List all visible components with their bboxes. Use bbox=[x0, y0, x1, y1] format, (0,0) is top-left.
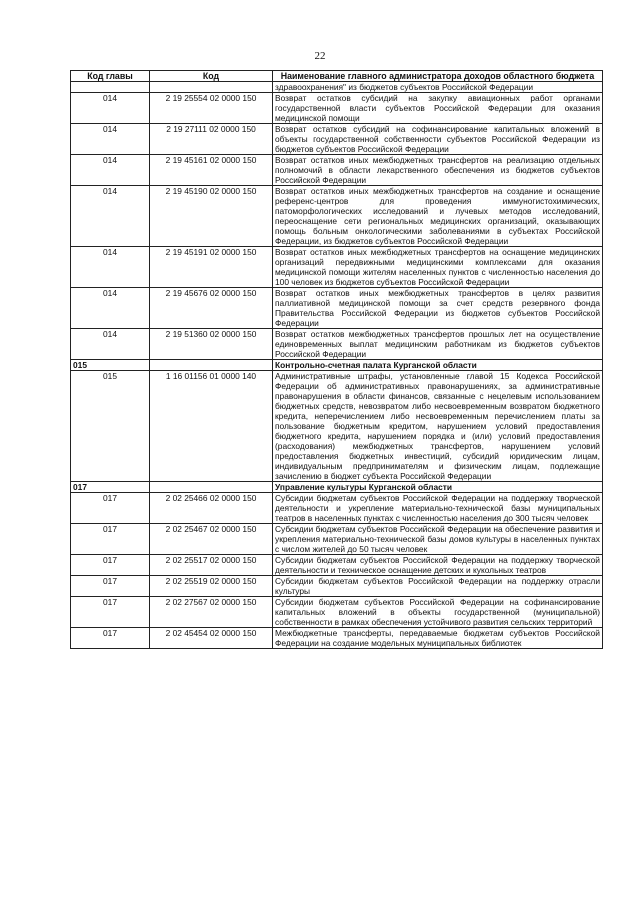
name-cell: Возврат остатков субсидий на закупку авиационных работ органами государственной власти субъектов Российской Федерации для оказания медицинской помощи bbox=[273, 93, 603, 124]
chapter-code-cell: 014 bbox=[71, 93, 150, 124]
name-cell: Административные штрафы, установленные главой 15 Кодекса Российской Федерации об административных правонарушениях, за административные правонарушения в области финансов, связанные с нецелевым использованием бюджетных средств, невозвратом либо несвоевременным возвратом бюджетного кредита, неперечислением либо несвоевременным перечислением платы за пользование бюджетным кредитом, нарушением условий предоставления бюджетного кредита, нарушением порядка и (или) условий предоставления (расходования) межбюджетных трансфертов, нарушением условий предоставления бюджетных инвестиций, субсидий юридическим лицам, индивидуальным предпринимателям и физическим лицам, подлежащие зачислению в бюджет субъекта Российской Федерации bbox=[273, 371, 603, 482]
chapter-code-cell bbox=[71, 82, 150, 93]
name-cell: Контрольно-счетная палата Курганской области bbox=[273, 360, 603, 371]
chapter-code-cell: 017 bbox=[71, 597, 150, 628]
name-cell: Возврат остатков иных межбюджетных трансфертов в целях развития паллиативной медицинской помощи за счет средств резервного фонда Правительства Российской Федерации из бюджетов субъектов Российской Федерации bbox=[273, 288, 603, 329]
name-cell: Возврат остатков межбюджетных трансфертов прошлых лет на осуществление единовременных выплат медицинским работникам из бюджетов субъектов Российской Федерации bbox=[273, 329, 603, 360]
chapter-code-cell: 014 bbox=[71, 329, 150, 360]
chapter-code-cell: 015 bbox=[71, 371, 150, 482]
chapter-code-cell: 014 bbox=[71, 288, 150, 329]
table-section-row bbox=[71, 482, 603, 493]
table-row bbox=[71, 186, 603, 247]
table-row bbox=[71, 628, 603, 649]
code-cell: 1 16 01156 01 0000 140 bbox=[150, 371, 273, 482]
table-row bbox=[71, 155, 603, 186]
table-header-row bbox=[71, 71, 603, 82]
table-row bbox=[71, 93, 603, 124]
table-row bbox=[71, 288, 603, 329]
header-code: Код bbox=[150, 71, 273, 82]
code-cell: 2 02 25519 02 0000 150 bbox=[150, 576, 273, 597]
name-cell: здравоохранения" из бюджетов субъектов Российской Федерации bbox=[273, 82, 603, 93]
code-cell: 2 19 45190 02 0000 150 bbox=[150, 186, 273, 247]
code-cell: 2 19 45676 02 0000 150 bbox=[150, 288, 273, 329]
name-cell: Возврат остатков иных межбюджетных трансфертов на создание и оснащение референс-центров для проведения иммуногистохимических, патоморфологических исследований и лучевых методов исследований, переоснащение сети региональных медицинских организаций, оказывающих помощь больным онкологическими заболеваниями в субъектах Российской Федерации, из бюджетов субъектов Российской Федерации bbox=[273, 186, 603, 247]
table-row bbox=[71, 82, 603, 93]
table-body bbox=[71, 82, 603, 649]
table-section-row bbox=[71, 360, 603, 371]
revenue-administrators-table bbox=[70, 70, 603, 649]
code-cell: 2 02 45454 02 0000 150 bbox=[150, 628, 273, 649]
name-cell: Субсидии бюджетам субъектов Российской Федерации на поддержку творческой деятельности и техническое оснащение детских и кукольных театров bbox=[273, 555, 603, 576]
table-row bbox=[71, 124, 603, 155]
name-cell: Возврат остатков субсидий на софинансирование капитальных вложений в объекты государственной собственности субъектов Российской Федерации из бюджетов субъектов Российской Федерации bbox=[273, 124, 603, 155]
header-administrator-name: Наименование главного администратора доходов областного бюджета bbox=[273, 71, 603, 82]
table-row bbox=[71, 493, 603, 524]
code-cell: 2 02 25467 02 0000 150 bbox=[150, 524, 273, 555]
code-cell bbox=[150, 360, 273, 371]
page-number: 22 bbox=[314, 50, 326, 62]
name-cell: Субсидии бюджетам субъектов Российской Федерации на поддержку отрасли культуры bbox=[273, 576, 603, 597]
table-row bbox=[71, 329, 603, 360]
name-cell: Возврат остатков иных межбюджетных трансфертов на оснащение медицинских организаций передвижными медицинскими комплексами для оказания медицинской помощи жителям населенных пунктов с численностью населения до 100 человек из бюджетов субъектов Российской Федерации bbox=[273, 247, 603, 288]
code-cell: 2 19 51360 02 0000 150 bbox=[150, 329, 273, 360]
name-cell: Возврат остатков иных межбюджетных трансфертов на реализацию отдельных полномочий в области лекарственного обеспечения из бюджетов субъектов Российской Федерации bbox=[273, 155, 603, 186]
chapter-code-cell: 017 bbox=[71, 482, 150, 493]
code-cell bbox=[150, 482, 273, 493]
header-chapter-code: Код главы bbox=[71, 71, 150, 82]
code-cell: 2 19 45161 02 0000 150 bbox=[150, 155, 273, 186]
name-cell: Межбюджетные трансферты, передаваемые бюджетам субъектов Российской Федерации на создание модельных муниципальных библиотек bbox=[273, 628, 603, 649]
chapter-code-cell: 017 bbox=[71, 628, 150, 649]
table-row bbox=[71, 597, 603, 628]
table-row bbox=[71, 524, 603, 555]
table-row bbox=[71, 576, 603, 597]
chapter-code-cell: 014 bbox=[71, 247, 150, 288]
table-row bbox=[71, 371, 603, 482]
chapter-code-cell: 017 bbox=[71, 555, 150, 576]
chapter-code-cell: 014 bbox=[71, 186, 150, 247]
code-cell: 2 02 25517 02 0000 150 bbox=[150, 555, 273, 576]
code-cell: 2 19 27111 02 0000 150 bbox=[150, 124, 273, 155]
chapter-code-cell: 017 bbox=[71, 576, 150, 597]
code-cell: 2 19 25554 02 0000 150 bbox=[150, 93, 273, 124]
table-row bbox=[71, 247, 603, 288]
code-cell: 2 02 25466 02 0000 150 bbox=[150, 493, 273, 524]
chapter-code-cell: 017 bbox=[71, 524, 150, 555]
chapter-code-cell: 014 bbox=[71, 124, 150, 155]
name-cell: Субсидии бюджетам субъектов Российской Федерации на поддержку творческой деятельности и укрепление материально-технической базы муниципальных театров в населенных пунктах с численностью населения до 300 тысяч человек bbox=[273, 493, 603, 524]
chapter-code-cell: 017 bbox=[71, 493, 150, 524]
name-cell: Субсидии бюджетам субъектов Российской Федерации на обеспечение развития и укрепления материально-технической базы домов культуры в населенных пунктах с числом жителей до 50 тысяч человек bbox=[273, 524, 603, 555]
code-cell: 2 02 27567 02 0000 150 bbox=[150, 597, 273, 628]
code-cell bbox=[150, 82, 273, 93]
name-cell: Субсидии бюджетам субъектов Российской Федерации на софинансирование капитальных вложений в объекты государственной (муниципальной) собственности в рамках обеспечения устойчивого развития сельских территорий bbox=[273, 597, 603, 628]
chapter-code-cell: 014 bbox=[71, 155, 150, 186]
chapter-code-cell: 015 bbox=[71, 360, 150, 371]
name-cell: Управление культуры Курганской области bbox=[273, 482, 603, 493]
code-cell: 2 19 45191 02 0000 150 bbox=[150, 247, 273, 288]
table-row bbox=[71, 555, 603, 576]
